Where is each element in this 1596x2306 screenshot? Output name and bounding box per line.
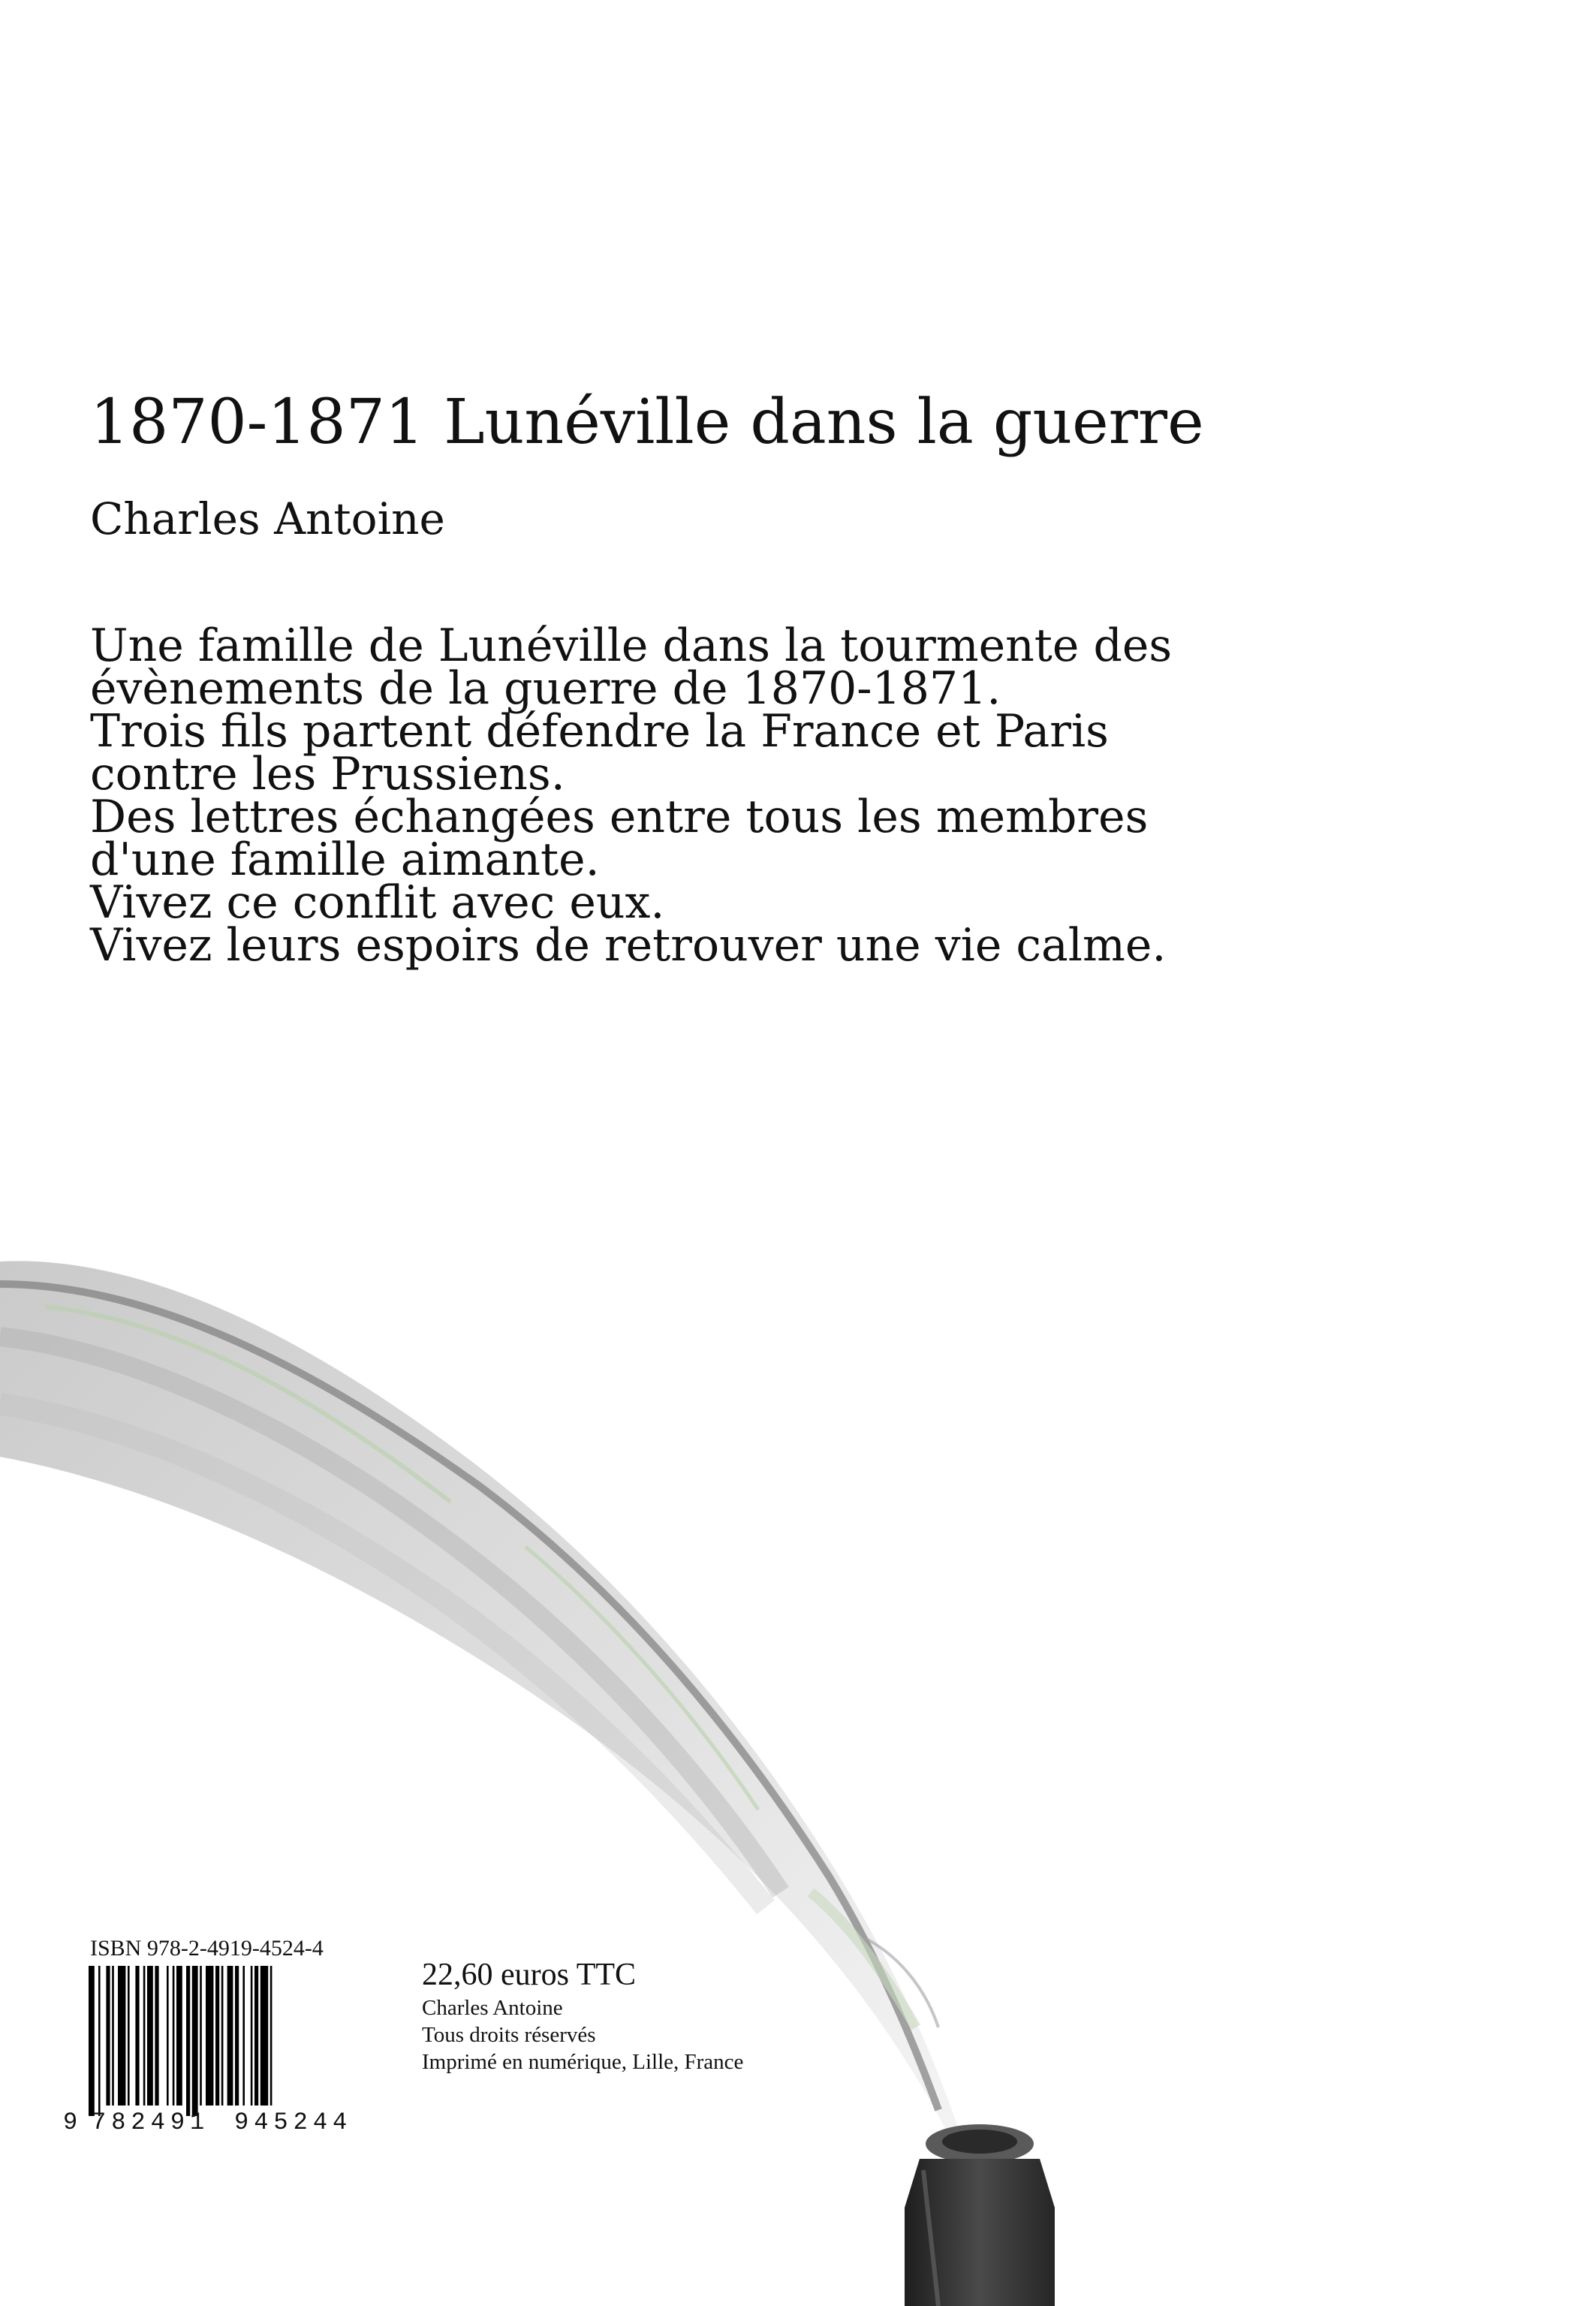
blurb-line: évènements de la guerre de 1870-1871. <box>90 662 1001 715</box>
barcode-bar <box>89 1966 95 2116</box>
blurb-line: Des lettres échangées entre tous les membres <box>90 791 1149 843</box>
price: 22,60 euros TTC <box>422 1958 637 1992</box>
blurb-line: contre les Prussiens. <box>90 748 565 800</box>
barcode-bar <box>221 1966 224 2106</box>
isbn-barcode <box>63 1966 378 2116</box>
barcode-bar <box>254 1966 258 2106</box>
barcode-bar <box>135 1966 139 2106</box>
blurb-line: Une famille de Lunéville dans la tourmente des <box>90 619 1173 672</box>
isbn-label: ISBN 978-2-4919-4524-4 <box>90 1936 324 1961</box>
barcode-bar <box>186 1966 190 2116</box>
print-location: Imprimé en numérique, Lille, France <box>422 2050 744 2074</box>
barcode-bar <box>251 1966 253 2106</box>
barcode-bar <box>143 1966 146 2106</box>
barcode-bar <box>128 1966 130 2106</box>
book-blurb <box>90 619 1329 972</box>
book-author: Charles Antoine <box>90 493 445 544</box>
barcode-bar <box>112 1966 114 2106</box>
barcode-bar <box>173 1966 175 2106</box>
barcode-bar <box>155 1966 158 2106</box>
barcode-bar <box>106 1966 110 2106</box>
blurb-line: Vivez ce conflit avec eux. <box>90 876 665 929</box>
barcode-bar <box>206 1966 213 2106</box>
barcode-bar <box>98 1966 101 2116</box>
imprint-author: Charles Antoine <box>422 1996 563 2020</box>
barcode-bar <box>147 1966 153 2106</box>
blurb-line: Trois fils partent défendre la France et Paris <box>90 705 1109 758</box>
rights-notice: Tous droits réservés <box>422 2023 596 2047</box>
barcode-bar <box>270 1966 273 2106</box>
blurb-line: d'une famille aimante. <box>90 833 600 886</box>
quill-in-inkwell-icon <box>0 1231 1596 2306</box>
barcode-bar <box>235 1966 239 2106</box>
barcode-digit-lead: 9 <box>63 2109 78 2136</box>
barcode-bar <box>215 1966 219 2106</box>
barcode-digit-group-1: 782491 <box>92 2109 210 2136</box>
barcode-bar <box>200 1966 202 2106</box>
barcode-bar <box>242 1966 245 2106</box>
blurb-line: Vivez leurs espoirs de retrouver une vie calme. <box>90 919 1167 972</box>
barcode-bar <box>176 1966 182 2106</box>
imprint-block <box>422 1955 743 2075</box>
book-title: 1870-1871 Lunéville dans la guerre <box>90 387 1204 458</box>
barcode-bar <box>118 1966 125 2106</box>
barcode-bar <box>192 1966 198 2116</box>
barcode-bar <box>227 1966 233 2106</box>
barcode-digit-group-2: 945244 <box>234 2109 353 2136</box>
barcode-bar <box>260 1966 268 2106</box>
barcode-bar <box>167 1966 169 2106</box>
